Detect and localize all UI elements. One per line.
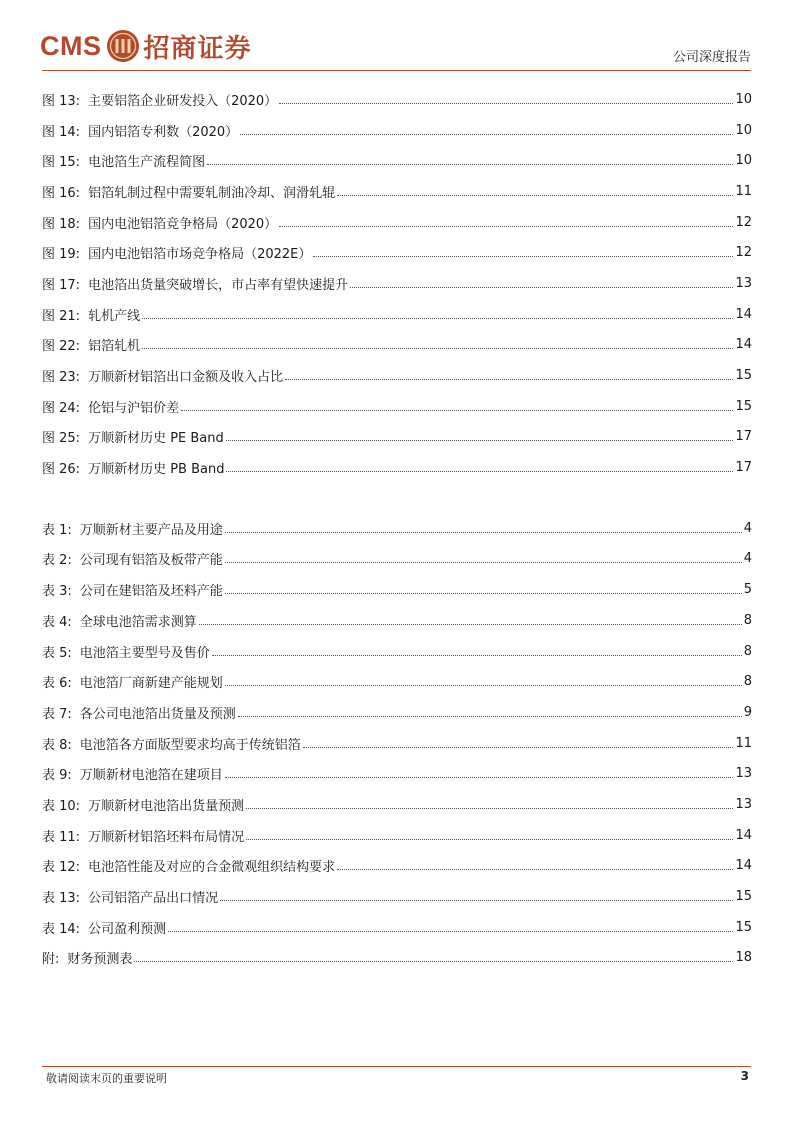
toc-entry[interactable]: [42, 268, 752, 299]
page-number: 3: [740, 1069, 749, 1083]
dot-leader: [240, 134, 733, 135]
toc-entry[interactable]: [42, 851, 752, 882]
entry-page-number: 15: [735, 919, 752, 935]
entry-title: 全球电池箔需求测算: [79, 614, 197, 630]
dot-leader: [142, 318, 733, 319]
toc-entry[interactable]: [42, 330, 752, 361]
entry-label: 表 11:: [42, 829, 81, 845]
dot-leader: [181, 410, 733, 411]
entry-title: 财务预测表: [67, 952, 133, 968]
table-list: [42, 513, 752, 973]
entry-label: 表 14:: [42, 921, 81, 937]
dot-leader: [220, 900, 733, 901]
dot-leader: [337, 195, 733, 196]
entry-label: 表 12:: [42, 860, 81, 876]
entry-page-number: 11: [735, 183, 752, 199]
entry-label: 表 9:: [42, 768, 72, 784]
entry-label: 图 21:: [42, 308, 81, 324]
toc-entry[interactable]: [42, 636, 752, 667]
dot-leader: [246, 808, 733, 809]
logo-chinese-text: 招商证券: [143, 33, 252, 64]
entry-page-number: 17: [735, 429, 752, 445]
dot-leader: [225, 593, 742, 594]
entry-page-number: 13: [735, 796, 752, 812]
dot-leader: [285, 379, 733, 380]
entry-title: 铝箔轧机: [88, 339, 141, 355]
entry-title: 电池箔各方面版型要求均高于传统铝箔: [79, 737, 301, 753]
entry-title: 万顺新材电池箔在建项目: [79, 768, 223, 784]
toc-entry[interactable]: [42, 422, 752, 453]
entry-page-number: 5: [743, 582, 752, 598]
entry-page-number: 13: [735, 766, 752, 782]
page-header: [0, 0, 793, 75]
dot-leader: [279, 226, 733, 227]
entry-label: 表 5:: [42, 645, 72, 661]
toc-entry[interactable]: [42, 115, 752, 146]
toc-entry[interactable]: [42, 176, 752, 207]
entry-page-number: 15: [735, 889, 752, 905]
dot-leader: [350, 287, 733, 288]
entry-page-number: 4: [743, 520, 752, 536]
entry-title: 万顺新材历史 PB Band: [88, 462, 225, 478]
entry-label: 表 4:: [42, 614, 72, 630]
entry-title: 主要铝箔企业研发投入（2020）: [88, 93, 278, 109]
entry-label: 图 18:: [42, 216, 81, 232]
entry-label: 图 25:: [42, 431, 81, 447]
company-logo: [40, 26, 252, 66]
entry-label: 图 13:: [42, 93, 81, 109]
entry-title: 公司在建铝箔及坯料产能: [79, 584, 223, 600]
entry-page-number: 10: [735, 91, 752, 107]
toc-entry[interactable]: [42, 452, 752, 483]
dot-leader: [225, 562, 742, 563]
logo-emblem-icon: [106, 29, 140, 63]
footer-divider: [42, 1066, 751, 1067]
toc-entry[interactable]: [42, 820, 752, 851]
dot-leader: [238, 716, 742, 717]
entry-title: 国内电池铝箔竞争格局（2020）: [88, 216, 278, 232]
entry-page-number: 11: [735, 735, 752, 751]
entry-page-number: 14: [735, 858, 752, 874]
entry-page-number: 4: [743, 551, 752, 567]
entry-page-number: 15: [735, 398, 752, 414]
entry-label: 表 10:: [42, 798, 81, 814]
entry-title: 万顺新材电池箔出货量预测: [88, 798, 245, 814]
report-type: 公司深度报告: [672, 50, 751, 65]
entry-page-number: 10: [735, 153, 752, 169]
entry-label: 附:: [42, 952, 60, 968]
toc-entry[interactable]: [42, 360, 752, 391]
dot-leader: [225, 777, 734, 778]
toc-entry[interactable]: [42, 574, 752, 605]
toc-entry[interactable]: [42, 513, 752, 544]
entry-label: 图 17:: [42, 277, 81, 293]
logo-latin-text: CMS: [40, 30, 102, 61]
toc-entry[interactable]: [42, 391, 752, 422]
entry-label: 表 1:: [42, 522, 72, 538]
entry-title: 伦铝与沪铝价差: [88, 400, 180, 416]
entry-title: 万顺新材铝箔出口金额及收入占比: [88, 370, 284, 386]
toc-entry[interactable]: [42, 789, 752, 820]
entry-title: 公司盈利预测: [88, 921, 167, 937]
entry-label: 图 22:: [42, 339, 81, 355]
entry-title: 电池箔出货量突破增长，市占率有望快速提升: [88, 277, 349, 293]
toc-entry[interactable]: [42, 697, 752, 728]
entry-page-number: 9: [743, 704, 752, 720]
entry-page-number: 14: [735, 827, 752, 843]
dot-leader: [226, 440, 734, 441]
entry-page-number: 14: [735, 337, 752, 353]
entry-page-number: 17: [735, 460, 752, 476]
dot-leader: [279, 103, 733, 104]
entry-label: 图 23:: [42, 370, 81, 386]
entry-page-number: 8: [743, 612, 752, 628]
toc-entry[interactable]: [42, 912, 752, 943]
toc-entry[interactable]: [42, 237, 752, 268]
header-divider: [42, 70, 751, 71]
entry-label: 表 13:: [42, 891, 81, 907]
toc-entry[interactable]: [42, 84, 752, 115]
dot-leader: [226, 471, 733, 472]
footer-note: 敬请阅读末页的重要说明: [46, 1072, 167, 1085]
toc-entry[interactable]: [42, 728, 752, 759]
toc-entry[interactable]: [42, 145, 752, 176]
entry-title: 国内电池铝箔市场竞争格局（2022E）: [88, 247, 312, 263]
section-gap: [42, 483, 752, 513]
entry-title: 电池箔主要型号及售价: [79, 645, 210, 661]
entry-title: 轧机产线: [88, 308, 141, 324]
entry-label: 表 2:: [42, 553, 72, 569]
entry-page-number: 12: [735, 245, 752, 261]
entry-title: 电池箔厂商新建产能规划: [79, 676, 223, 692]
entry-title: 公司铝箔产品出口情况: [88, 891, 219, 907]
toc-entry[interactable]: [42, 544, 752, 575]
dot-leader: [303, 747, 734, 748]
toc-entry[interactable]: [42, 299, 752, 330]
dot-leader: [246, 839, 733, 840]
toc-entry[interactable]: [42, 943, 752, 974]
entry-label: 表 7:: [42, 706, 72, 722]
entry-label: 图 24:: [42, 400, 81, 416]
entry-title: 万顺新材历史 PE Band: [88, 431, 224, 447]
dot-leader: [225, 532, 742, 533]
toc-entry[interactable]: [42, 207, 752, 238]
toc-entry[interactable]: [42, 605, 752, 636]
entry-title: 电池箔生产流程简图: [88, 155, 206, 171]
entry-label: 表 3:: [42, 584, 72, 600]
entry-page-number: 12: [735, 214, 752, 230]
entry-label: 图 14:: [42, 124, 81, 140]
entry-page-number: 8: [743, 643, 752, 659]
entry-title: 国内铝箔专利数（2020）: [88, 124, 239, 140]
entry-page-number: 13: [735, 275, 752, 291]
toc-entry[interactable]: [42, 881, 752, 912]
dot-leader: [142, 348, 733, 349]
entry-page-number: 15: [735, 368, 752, 384]
entry-label: 图 19:: [42, 247, 81, 263]
figure-list: [42, 84, 752, 483]
entry-title: 铝箔轧制过程中需要轧制油冷却、润滑轧辊: [88, 185, 336, 201]
dot-leader: [134, 961, 733, 962]
entry-label: 表 6:: [42, 676, 72, 692]
toc-entry[interactable]: [42, 666, 752, 697]
entry-page-number: 10: [735, 122, 752, 138]
dot-leader: [313, 256, 733, 257]
dot-leader: [225, 685, 742, 686]
entry-page-number: 14: [735, 306, 752, 322]
entry-title: 万顺新材主要产品及用途: [79, 522, 223, 538]
entry-label: 表 8:: [42, 737, 72, 753]
toc-entry[interactable]: [42, 758, 752, 789]
table-of-contents: [42, 84, 752, 973]
dot-leader: [212, 655, 742, 656]
entry-title: 各公司电池箔出货量及预测: [79, 706, 236, 722]
entry-title: 电池箔性能及对应的合金微观组织结构要求: [88, 860, 336, 876]
entry-label: 图 16:: [42, 185, 81, 201]
entry-label: 图 15:: [42, 155, 81, 171]
entry-page-number: 18: [735, 950, 752, 966]
entry-page-number: 8: [743, 674, 752, 690]
dot-leader: [199, 624, 742, 625]
entry-label: 图 26:: [42, 462, 81, 478]
dot-leader: [207, 164, 733, 165]
entry-title: 万顺新材铝箔坯料布局情况: [88, 829, 245, 845]
entry-title: 公司现有铝箔及板带产能: [79, 553, 223, 569]
dot-leader: [168, 931, 733, 932]
dot-leader: [337, 869, 733, 870]
